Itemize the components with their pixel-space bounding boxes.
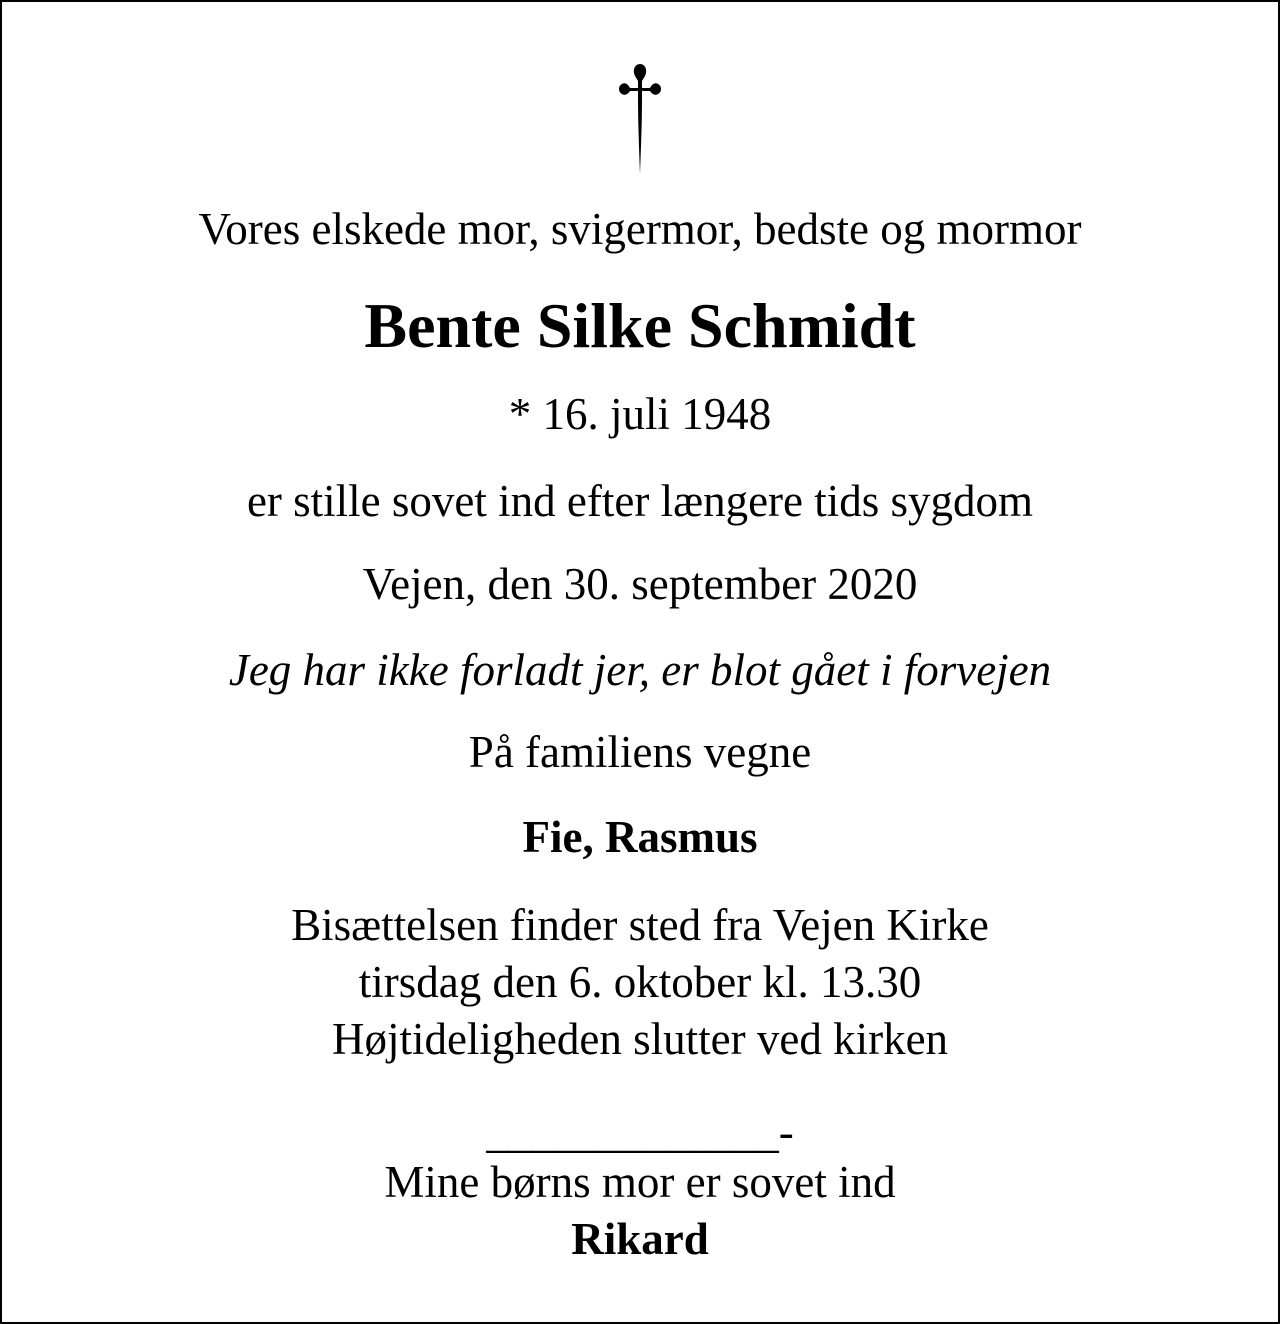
- closing-block: [2, 1154, 1278, 1268]
- deceased-name: Bente Silke Schmidt: [364, 290, 916, 361]
- closing-signer: Rikard: [571, 1214, 709, 1264]
- cross-icon: [2, 64, 1278, 174]
- divider: _____________-: [486, 1107, 794, 1157]
- intro-text: Vores elskede mor, svigermor, bedste og mormor: [198, 204, 1082, 254]
- funeral-line: Højtideligheden slutter ved kirken: [331, 1014, 949, 1064]
- place-date: Vejen, den 30. september 2020: [362, 559, 918, 609]
- on-behalf-text: På familiens vegne: [468, 727, 812, 777]
- closing-text: Mine børns mor er sovet ind: [384, 1157, 896, 1207]
- funeral-info: [2, 897, 1278, 1068]
- funeral-line: Bisættelsen finder sted fra Vejen Kirke: [291, 900, 989, 950]
- birth-date: * 16. juli 1948: [508, 389, 772, 439]
- funeral-line: tirsdag den 6. oktober kl. 13.30: [358, 957, 922, 1007]
- death-text: er stille sovet ind efter længere tids sygdom: [246, 476, 1034, 526]
- signers: Fie, Rasmus: [522, 812, 758, 862]
- memorial-quote: Jeg har ikke forladt jer, er blot gået i forvejen: [228, 645, 1052, 695]
